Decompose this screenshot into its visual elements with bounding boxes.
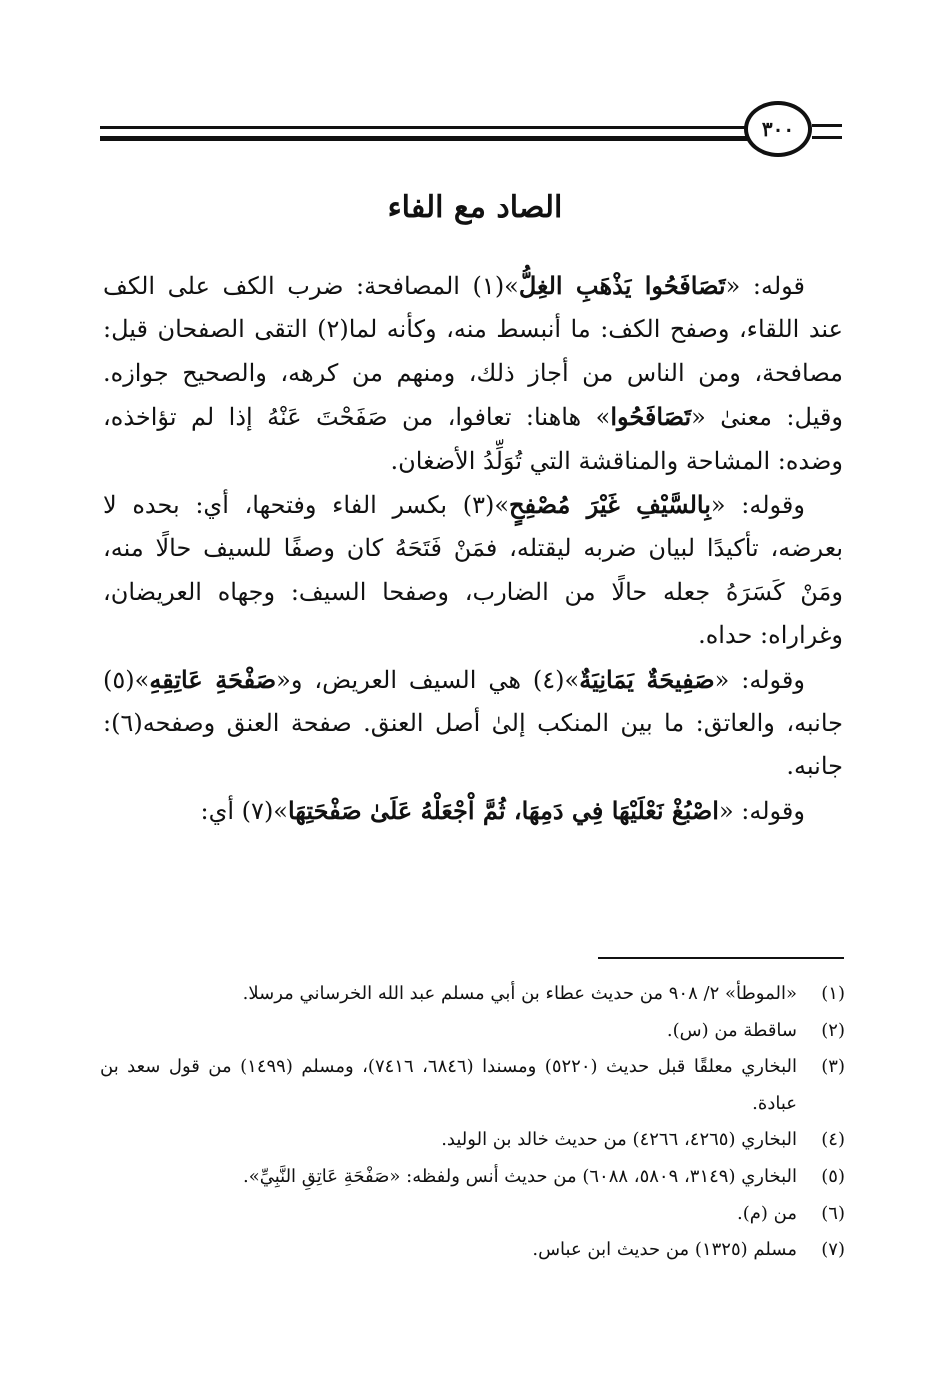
paragraph-text: »(٣) بكسر الفاء وفتحها، أي: بحده لا بعرضه، تأكيدًا لبيان ضربه ليقتله، فمَنْ فَتَحَهُ كان وصفًا للسيف حالًا منه، ومَنْ كَسَرَهُ جعله حالًا من الضارب، وصفحا السيف: وجهاه العريضان، وغراراه: حداه. bbox=[103, 491, 843, 650]
footnote-separator bbox=[598, 957, 844, 959]
footnote bbox=[100, 1196, 845, 1233]
page-number-badge bbox=[744, 101, 812, 157]
header-rule-tail bbox=[812, 124, 842, 127]
paragraph bbox=[103, 658, 843, 789]
footnote bbox=[100, 1232, 845, 1269]
footnote-text: البخاري (٤٢٦٥، ٤٢٦٦) من حديث خالد بن الوليد. bbox=[441, 1129, 797, 1151]
paragraph-text: »(١) المصافحة: ضرب الكف على الكف عند اللقاء، وصفح الكف: ما أنبسط منه، وكأنه لما(٢) التقى الصفحان قيل: مصافحة، ومن الناس من أجاز ذلك، ومنهم من كرهه، والصحيح جوازه. وقيل: معنىٰ « bbox=[103, 272, 843, 432]
quoted-phrase: صَفْحَةِ عَاتِقِهِ bbox=[149, 664, 277, 694]
footnote bbox=[100, 1159, 845, 1196]
footnote-number: (٢) bbox=[821, 1019, 845, 1041]
footnote bbox=[100, 976, 845, 1013]
page-number: ٣٠٠ bbox=[761, 117, 795, 141]
quoted-phrase: صَفِيحَةٌ يَمَانِيَةٌ bbox=[579, 664, 715, 694]
footnote-text: من (م). bbox=[737, 1202, 797, 1224]
section-title: الصاد مع الفاء bbox=[387, 190, 563, 225]
footnote-text: مسلم (١٣٢٥) من حديث ابن عباس. bbox=[532, 1239, 797, 1261]
paragraph-text: وقوله: « bbox=[710, 491, 805, 520]
footnote bbox=[100, 1122, 845, 1159]
footnote-text: ساقطة من (س). bbox=[666, 1019, 797, 1041]
footnote-number: (٦) bbox=[821, 1202, 845, 1224]
header-rule bbox=[100, 126, 748, 129]
footnote-text: البخاري معلقًا قبل حديث (٥٢٢٠) ومسندا (٦٨٤٦، ٧٤١٦)، ومسلم (١٤٩٩) من قول سعد بن عبادة. bbox=[100, 1056, 798, 1114]
quoted-phrase: اصْبُغْ نَعْلَيْهَا فِي دَمِهَا، ثُمَّ اْجْعَلْهُ عَلَىٰ صَفْحَتِهَا bbox=[287, 795, 719, 825]
paragraph bbox=[103, 789, 843, 833]
footnote-number: (٤) bbox=[821, 1129, 845, 1151]
footnote bbox=[100, 1049, 845, 1122]
body-text bbox=[103, 264, 843, 833]
footnote-number: (١) bbox=[821, 983, 845, 1004]
paragraph-text: قوله: « bbox=[725, 272, 806, 300]
header-rule-thick bbox=[100, 136, 748, 141]
footnotes bbox=[100, 976, 845, 1269]
paragraph bbox=[103, 264, 843, 483]
quoted-phrase: تَصَافَحُوا يَذْهَبِ الغِلُّ bbox=[518, 271, 726, 300]
footnote-number: (٣) bbox=[821, 1056, 845, 1078]
footnote-text: البخاري (٣١٤٩، ٥٨٠٩، ٦٠٨٨) من حديث أنس ولفظه: «صَفْحَةِ عَاتِقِ النَّبِيِّ». bbox=[242, 1165, 797, 1187]
paragraph bbox=[103, 483, 843, 658]
footnote bbox=[100, 1013, 845, 1050]
paragraph-text: » هاهنا: تعافوا، من صَفَحْتَ عَنْهُ إذا لم تؤاخذه، وضده: المشاحة والمناقشة التي تُوَلِّدُ الأضغان. bbox=[103, 403, 843, 475]
paragraph-text: »(٤) هي السيف العريض، و« bbox=[276, 665, 580, 694]
quoted-phrase: بِالسَّيْفِ غَيْرَ مُصْفِحٍ bbox=[509, 490, 711, 520]
footnote-text: «الموطأ» ٢/ ٩٠٨ من حديث عطاء بن أبي مسلم عبد الله الخرساني مرسلا. bbox=[242, 983, 797, 1004]
paragraph-text: وقوله: « bbox=[714, 665, 805, 694]
header-rule-tail-lower bbox=[812, 136, 842, 139]
footnote-number: (٧) bbox=[821, 1239, 845, 1261]
paragraph-text: »(٥) جانبه، والعاتق: ما بين المنكب إلىٰ أصل العنق. صفحة العنق وصفحه(٦): جانبه. bbox=[103, 665, 843, 781]
paragraph-text: وقوله: « bbox=[718, 796, 805, 825]
footnote-number: (٥) bbox=[821, 1165, 845, 1187]
quoted-phrase: تَصَافَحُوا bbox=[610, 402, 692, 432]
paragraph-text: »(٧) أي: bbox=[200, 796, 288, 825]
